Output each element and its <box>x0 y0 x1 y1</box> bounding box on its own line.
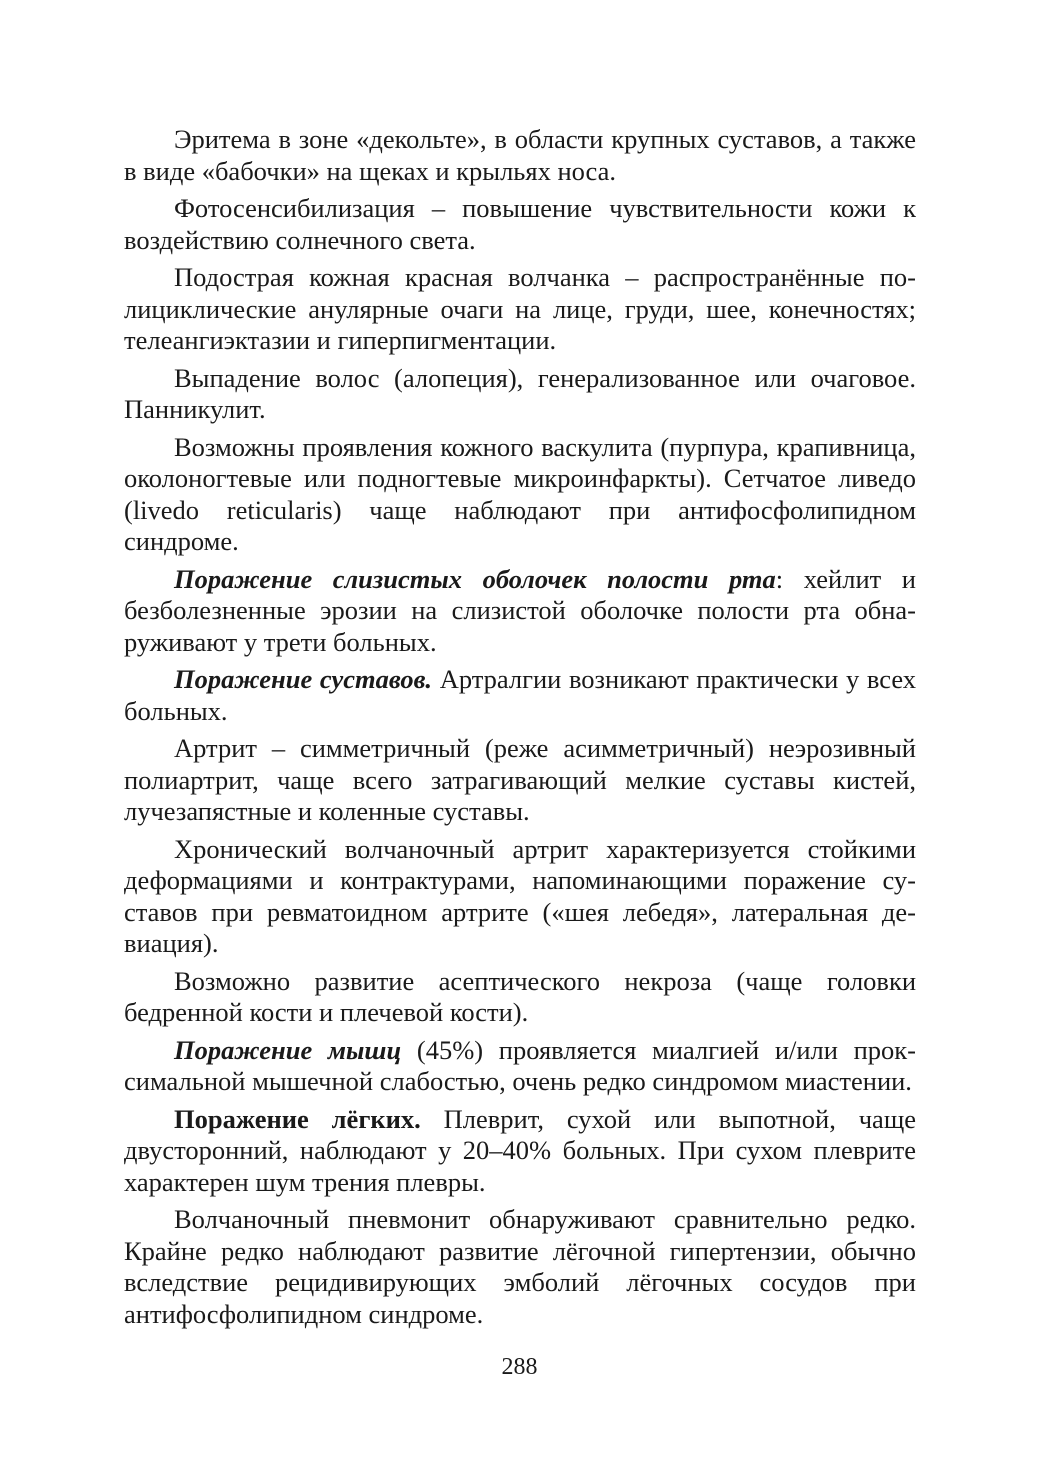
paragraph-necrosis <box>124 966 916 1029</box>
page-number: 288 <box>501 1354 538 1380</box>
paragraph-arthritis <box>124 733 916 828</box>
paragraph-alopecia <box>124 363 916 426</box>
paragraph-text: Волчаночный пневмонит обнаруживают сравнительно редко. Крайне редко наблюдают развитие лёгочной гипертензии, обычно вследствие рецидивирующих эмболий лёгочных сосудов при антифосфолипидном синдроме. <box>124 1204 916 1329</box>
paragraph-muscles <box>124 1035 916 1098</box>
paragraph-text: (45%) проявляется миалгией и/или проксимальной мышечной слабостью, очень редко синдромом миастении. <box>124 1034 916 1096</box>
paragraph-text: Возможно развитие асептического некроза (чаще головки бедренной кости и плечевой кости). <box>124 965 916 1027</box>
paragraph-chronic-arthritis <box>124 834 916 960</box>
paragraph-text: Подострая кожная красная волчанка – распространённые полициклические анулярные очаги на лице, груди, шее, конечностях; телеангиэктазии и гиперпигментации. <box>124 262 916 355</box>
paragraph-text: Возможны проявления кожного васкулита (пурпура, крапивница, околоногтевые или подногтевые микроинфаркты). Сетчатое ливедо (livedo reticularis) чаще наблюдают при антифосфолипидном синдроме. <box>124 431 916 556</box>
paragraph-text: Выпадение волос (алопеция), генерализованное или очаговое. Панникулит. <box>124 362 916 424</box>
paragraph-text: Артралгии возникают практически у всех больных. <box>124 664 916 726</box>
section-heading-mucosa: Поражение слизистых оболочек полости рта <box>174 563 776 594</box>
paragraph-mucosa <box>124 564 916 659</box>
paragraph-erythema <box>124 124 916 187</box>
paragraph-text: Плеврит, сухой или выпотной, чаще двусторонний, наблюдают у 20–40% больных. При сухом плеврите характерен шум трения плевры. <box>124 1103 916 1197</box>
paragraph-photosensitivity <box>124 193 916 256</box>
paragraph-pneumonitis <box>124 1204 916 1330</box>
paragraph-lungs <box>124 1104 916 1199</box>
section-heading-lungs: Поражение лёгких. <box>174 1103 421 1134</box>
paragraph-text: Фотосенсибилизация – повышение чувствительности кожи к воздействию солнечного света. <box>124 193 916 255</box>
section-heading-joints: Поражение суставов. <box>174 664 433 694</box>
paragraph-joints <box>124 664 916 727</box>
paragraph-text: Хронический волчаночный артрит характеризуется стойкими деформациями и контрактурами, напоминающими поражение суставов при ревматоидном артрите («шея лебедя», латеральная девиация). <box>124 833 916 958</box>
section-heading-muscles: Поражение мышц <box>174 1034 402 1065</box>
paragraph-text: Эритема в зоне «декольте», в области крупных суставов, а также в виде «бабочки» на щеках и крыльях носа. <box>124 124 916 186</box>
paragraph-vasculitis <box>124 432 916 558</box>
paragraph-subacute-lupus <box>124 262 916 357</box>
paragraph-text: : хейлит и безболезненные эрозии на слизистой оболочке полости рта обнаруживают у трети больных. <box>124 563 916 657</box>
paragraph-text: Артрит – симметричный (реже асимметричный) неэрозивный полиартрит, чаще всего затрагивающий мелкие суставы кистей, лучезапястные и коленные суставы. <box>124 733 916 826</box>
page-body <box>124 124 916 1336</box>
